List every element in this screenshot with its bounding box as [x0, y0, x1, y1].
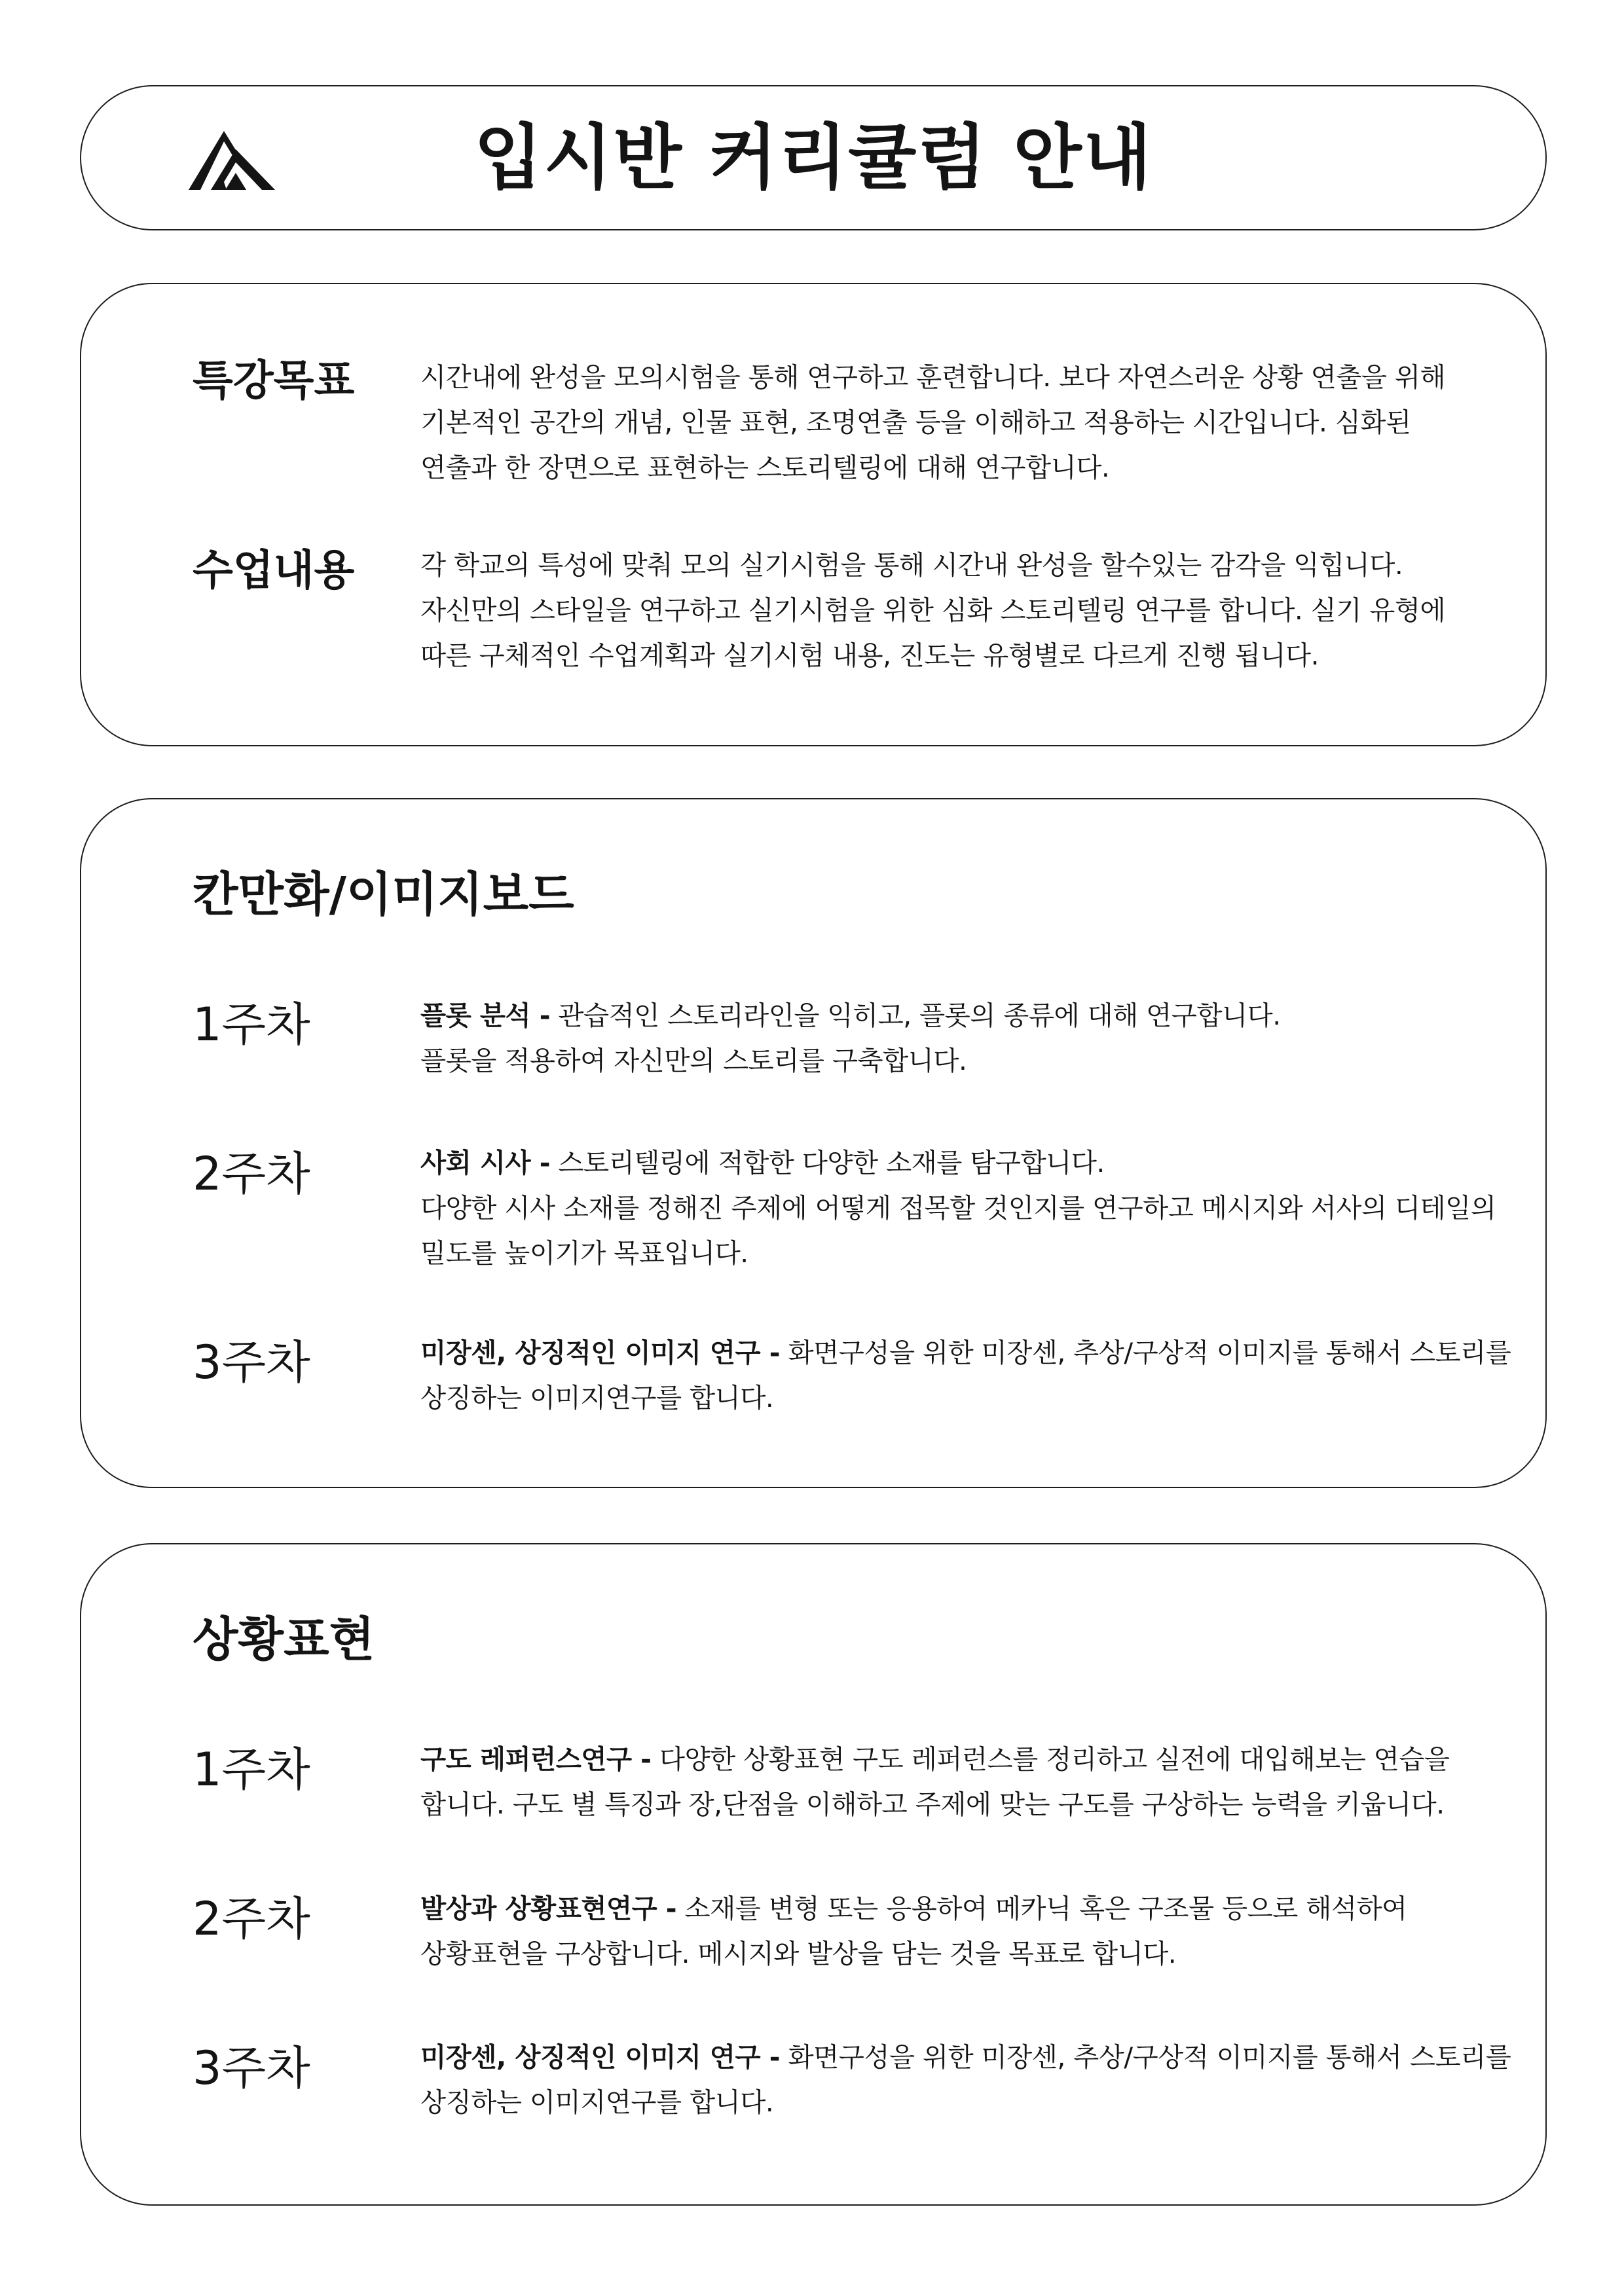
week-label: 3주차 [193, 2041, 310, 2095]
week-label: 2주차 [193, 1147, 310, 1201]
week-first-line-text: 화면구성을 위한 미장센, 추상/구상적 이미지를 통해서 스토리를 [780, 2041, 1511, 2073]
week-first-line [420, 993, 1534, 1038]
week-first-line-text: 소재를 변형 또는 응용하여 메카닉 혹은 구조물 등으로 해석하여 [676, 1893, 1407, 1924]
week-description [420, 1737, 1534, 1827]
week-line: 상황표현을 구상합니다. 메시지와 발상을 담는 것을 목표로 합니다. [420, 1938, 1177, 1969]
week-first-line [420, 1737, 1534, 1782]
week-topic: 미장센, 상징적인 이미지 연구 - [420, 2041, 781, 2073]
week-first-line [420, 1140, 1534, 1186]
content-line: 따른 구체적인 수업계획과 실기시험 내용, 진도는 유형별로 다르게 진행 됩니다. [420, 640, 1320, 671]
storyboard-card [80, 798, 1547, 1488]
week-label: 2주차 [193, 1892, 310, 1946]
week-description [420, 1886, 1534, 1977]
week-description [420, 1330, 1534, 1421]
week-line: 다양한 시사 소재를 정해진 주제에 어떻게 접목할 것인지를 연구하고 메시지와 서사의 디테일의 [420, 1192, 1496, 1224]
week-first-line [420, 1330, 1534, 1376]
week-first-line-text: 관습적인 스토리라인을 익히고, 플롯의 종류에 대해 연구합니다. [550, 1000, 1281, 1031]
week-line: 밀도를 높이기가 목표입니다. [420, 1237, 748, 1269]
goal-line: 시간내에 완성을 모의시험을 통해 연구하고 훈련합니다. 보다 자연스러운 상황 연출을 위해 [420, 361, 1446, 393]
week-description [420, 993, 1534, 1084]
week-label: 3주차 [193, 1336, 310, 1389]
header-bar [80, 85, 1547, 230]
goal-text [420, 355, 1534, 490]
goal-label: 특강목표 [193, 357, 355, 405]
week-line: 합니다. 구도 별 특징과 장,단점을 이해하고 주제에 맞는 구도를 구상하는 능력을 키웁니다. [420, 1789, 1445, 1820]
week-first-line [420, 1886, 1534, 1931]
week-topic: 사회 시사 - [420, 1147, 551, 1178]
intro-card [80, 283, 1547, 746]
week-label: 1주차 [193, 1743, 310, 1796]
week-description [420, 2035, 1534, 2125]
week-line: 플롯을 적용하여 자신만의 스토리를 구축합니다. [420, 1045, 967, 1076]
content-line: 각 학교의 특성에 맞춰 모의 실기시험을 통해 시간내 완성을 할수있는 감각을 익힙니다. [420, 549, 1403, 581]
week-label: 1주차 [193, 998, 310, 1051]
content-line: 자신만의 스타일을 연구하고 실기시험을 위한 심화 스토리텔링 연구를 합니다. 실기 유형에 [420, 594, 1446, 626]
goal-line: 기본적인 공간의 개념, 인물 표현, 조명연출 등을 이해하고 적용하는 시간입니다. 심화된 [420, 407, 1411, 438]
week-description [420, 1140, 1534, 1276]
week-first-line [420, 2035, 1534, 2080]
week-first-line-text: 다양한 상황표현 구도 레퍼런스를 정리하고 실전에 대입해보는 연습을 [651, 1743, 1450, 1775]
content-label: 수업내용 [193, 547, 355, 595]
goal-line: 연출과 한 장면으로 표현하는 스토리텔링에 대해 연구합니다. [420, 452, 1110, 483]
week-first-line-text: 스토리텔링에 적합한 다양한 소재를 탐구합니다. [550, 1147, 1105, 1178]
section-title: 칸만화/이미지보드 [193, 867, 574, 922]
week-topic: 발상과 상황표현연구 - [420, 1893, 677, 1924]
situation-card [80, 1543, 1547, 2206]
week-topic: 미장센, 상징적인 이미지 연구 - [420, 1337, 781, 1368]
page-title: 입시반 커리큘럼 안내 [473, 117, 1153, 199]
content-text [420, 543, 1534, 678]
section-title: 상황표현 [193, 1612, 375, 1667]
week-line: 상징하는 이미지연구를 합니다. [420, 1382, 774, 1413]
week-line: 상징하는 이미지연구를 합니다. [420, 2086, 774, 2118]
week-first-line-text: 화면구성을 위한 미장센, 추상/구상적 이미지를 통해서 스토리를 [780, 1337, 1511, 1368]
week-topic: 플롯 분석 - [420, 1000, 551, 1031]
week-topic: 구도 레퍼런스연구 - [420, 1743, 652, 1775]
